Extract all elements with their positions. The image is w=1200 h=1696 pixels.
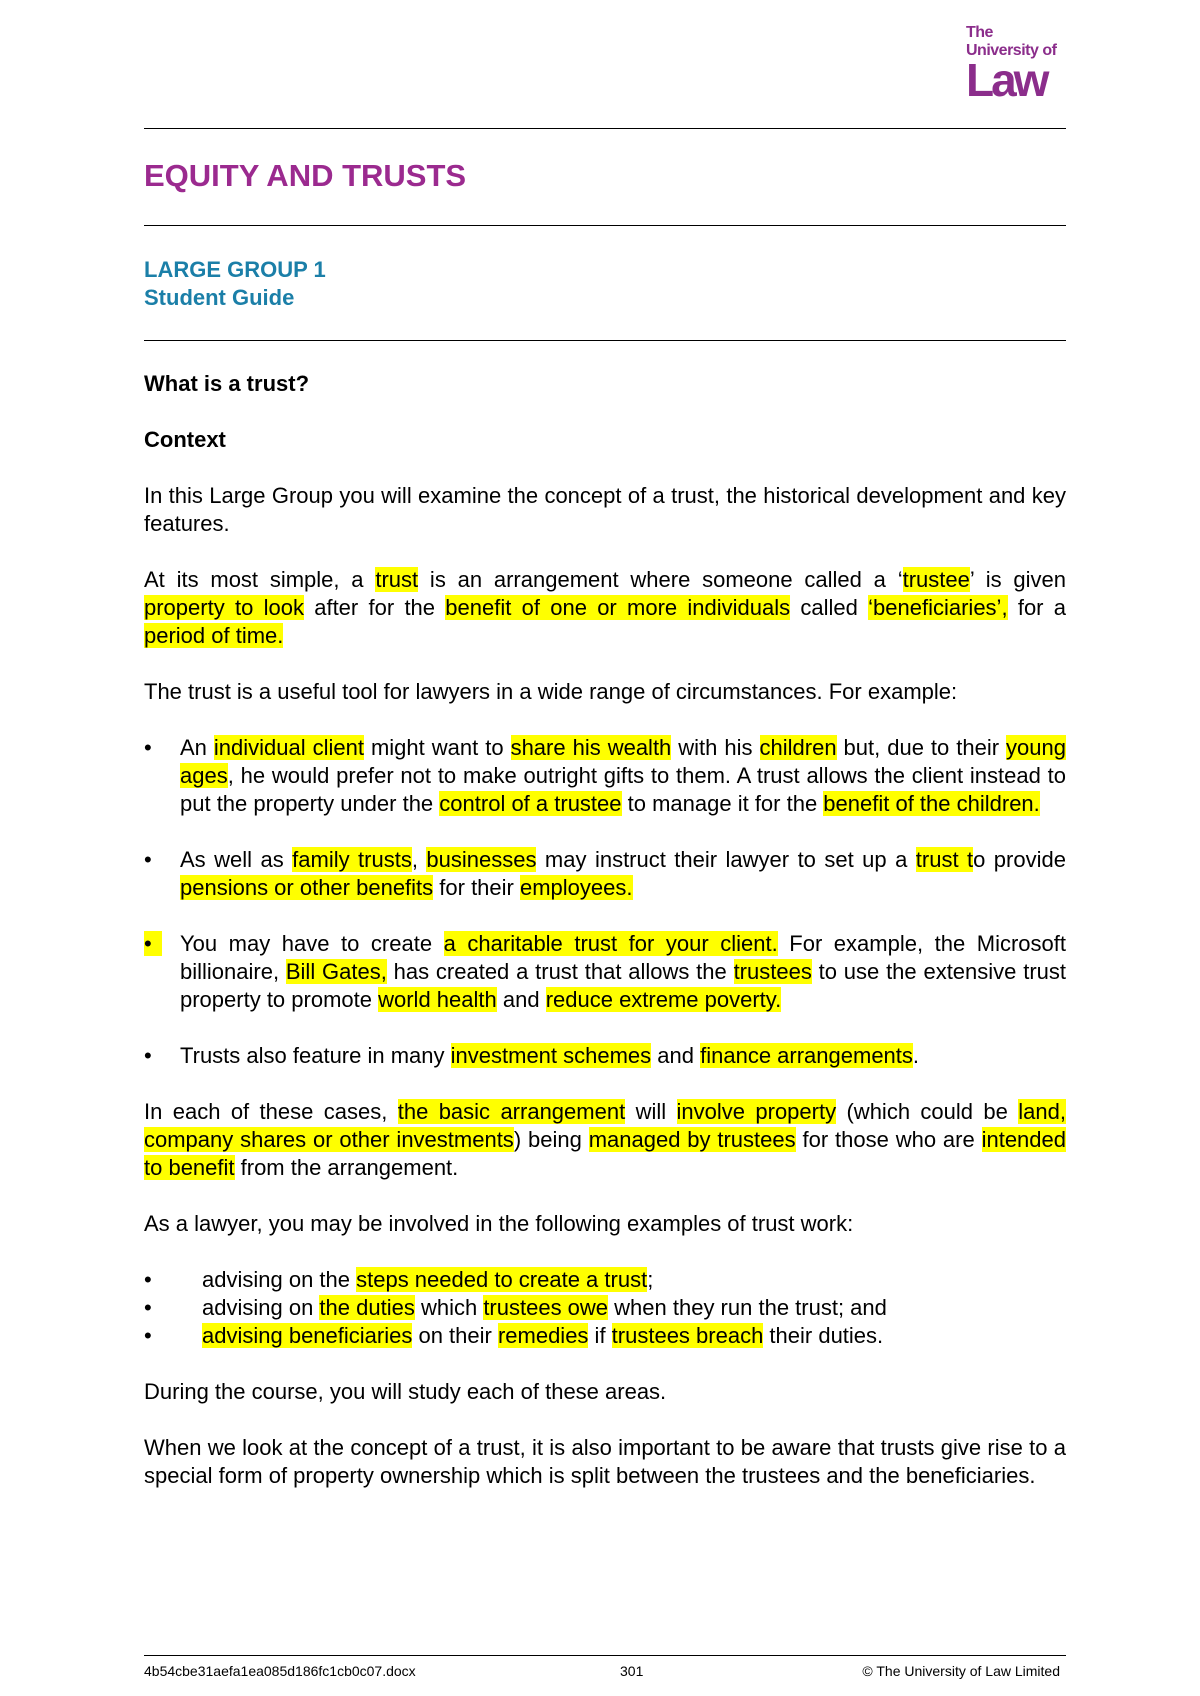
text-run: from the arrangement. — [234, 1155, 459, 1180]
text-run: and — [496, 987, 546, 1012]
footer-page-number: 301 — [620, 1663, 644, 1679]
text-run: their duties. — [763, 1323, 884, 1348]
text-run: which — [414, 1295, 484, 1320]
text-run: ; — [647, 1267, 654, 1292]
text-run: for their — [433, 875, 520, 900]
list-item — [144, 1266, 1066, 1294]
university-of-law-logo — [966, 24, 1066, 106]
highlight: period of time. — [144, 623, 284, 648]
highlight: land, company shares or other investments — [144, 1099, 1066, 1152]
list-item — [144, 1042, 1066, 1070]
text-run: called — [790, 595, 869, 620]
footer-copyright: © The University of Law Limited — [862, 1663, 1060, 1679]
highlight: benefit of one or more individuals — [445, 595, 791, 620]
list-item — [144, 846, 1066, 902]
highlight: property to look — [144, 595, 304, 620]
text-run: In each of these cases, — [144, 1099, 398, 1124]
highlight: steps needed to create a trust — [356, 1267, 648, 1292]
list-item — [144, 1322, 1066, 1350]
text-run: You may have to create — [180, 931, 444, 956]
text-run: with his — [671, 735, 760, 760]
list-item — [144, 734, 1066, 818]
logo-line-the: The — [966, 24, 993, 41]
highlight: share his wealth — [510, 735, 672, 760]
text-run: (which could be — [836, 1099, 1019, 1124]
highlight: intended to benefit — [144, 1127, 1066, 1180]
highlight: • — [144, 931, 162, 956]
paragraph-each-case — [144, 1098, 1066, 1182]
footer-filename: 4b54cbe31aefa1ea085d186fc1cb0c07.docx — [144, 1663, 416, 1679]
highlight: ‘beneficiaries’, — [868, 595, 1008, 620]
paragraph-useful-tool: The trust is a useful tool for lawyers in a wide range of circumstances. For example: — [144, 679, 958, 704]
text-run: For example, the Microsoft billionaire, — [180, 931, 1066, 984]
header-rule-bottom — [144, 340, 1066, 341]
text-run: , — [411, 847, 427, 872]
text-run: advising on — [202, 1295, 320, 1320]
highlight: a charitable trust for your client. — [443, 931, 778, 956]
highlight: trustees owe — [483, 1295, 609, 1320]
text-run: for those who are — [795, 1127, 982, 1152]
examples-list — [144, 734, 1066, 1070]
highlight: Bill Gates, — [285, 959, 387, 984]
text-run: on their — [412, 1323, 498, 1348]
highlight: individual client — [213, 735, 364, 760]
document-title: EQUITY AND TRUSTS — [144, 158, 467, 193]
text-run: . — [912, 1043, 920, 1068]
highlight: benefit of the children. — [823, 791, 1040, 816]
large-group-label: LARGE GROUP 1 — [144, 257, 326, 282]
text-run: for a — [1007, 595, 1066, 620]
list-item — [144, 930, 1066, 1014]
highlight: trustees — [733, 959, 812, 984]
bullet-icon: • — [144, 847, 152, 872]
text-run: As well as — [180, 847, 293, 872]
highlight: children — [759, 735, 837, 760]
text-run: An — [180, 735, 214, 760]
text-run: may instruct their lawyer to set up a — [536, 847, 916, 872]
highlight: trust — [375, 567, 419, 592]
highlight: employees. — [519, 875, 633, 900]
highlight: advising beneficiaries — [202, 1323, 413, 1348]
paragraph-lawyer-work: As a lawyer, you may be involved in the following examples of trust work: — [144, 1211, 854, 1236]
paragraph-study-areas: During the course, you will study each of these areas. — [144, 1379, 667, 1404]
section-subheading: Context — [144, 427, 226, 452]
section-heading: What is a trust? — [144, 371, 310, 396]
text-run: advising on the — [202, 1267, 357, 1292]
bullet-icon: • — [144, 1043, 152, 1068]
text-run: is an arrangement where someone called a ‘ — [418, 567, 903, 592]
highlight: finance arrangements — [700, 1043, 913, 1068]
highlight: trustees breach — [611, 1323, 764, 1348]
paragraph-intro: In this Large Group you will examine the concept of a trust, the historical development and key features. — [144, 483, 1066, 536]
trust-work-list — [144, 1266, 1066, 1350]
paragraph-ownership: When we look at the concept of a trust, it is also important to be aware that trusts give rise to a special form of property ownership which is split between the trustees and the beneficiaries. — [144, 1435, 1066, 1488]
text-run: after for the — [303, 595, 446, 620]
text-run: and — [651, 1043, 701, 1068]
highlight: businesses — [426, 847, 537, 872]
highlight: reduce extreme poverty. — [545, 987, 782, 1012]
text-run: to manage it for the — [621, 791, 824, 816]
text-run: to use the extensive trust property to promote — [180, 959, 1066, 1012]
student-guide-label: Student Guide — [144, 285, 295, 310]
text-run: might want to — [363, 735, 511, 760]
highlight: family trusts — [292, 847, 412, 872]
text-run: but, due to their — [836, 735, 1007, 760]
bullet-icon — [144, 930, 164, 958]
logo-line-university: University of — [966, 42, 1057, 59]
group-heading — [144, 256, 326, 312]
bullet-icon: • — [144, 1323, 152, 1348]
highlight: managed by trustees — [588, 1127, 796, 1152]
text-run: , he would prefer not to make outright gifts to them. A trust allows the client instead to put the property under the — [180, 763, 1066, 816]
highlight: world health — [378, 987, 497, 1012]
highlight: young ages — [180, 735, 1066, 788]
text-run: o provide — [973, 847, 1066, 872]
bullet-icon: • — [144, 1295, 152, 1320]
highlight: remedies — [497, 1323, 589, 1348]
list-item — [144, 1294, 1066, 1322]
highlight: trust t — [915, 847, 974, 872]
text-run: will — [625, 1099, 677, 1124]
highlight: pensions or other benefits — [180, 875, 434, 900]
text-run: ) being — [513, 1127, 589, 1152]
highlight: control of a trustee — [439, 791, 622, 816]
highlight: investment schemes — [450, 1043, 652, 1068]
text-run: has created a trust that allows the — [386, 959, 734, 984]
paragraph-definition — [144, 566, 1066, 650]
header-rule-middle — [144, 225, 1066, 226]
highlight: involve property — [676, 1099, 837, 1124]
text-run: Trusts also feature in many — [180, 1043, 451, 1068]
highlight: the duties — [319, 1295, 415, 1320]
text-run: when they run the trust; and — [608, 1295, 887, 1320]
text-run: ’ is given — [969, 567, 1066, 592]
bullet-icon: • — [144, 735, 152, 760]
footer-rule — [144, 1655, 1066, 1656]
logo-line-law: Law — [966, 54, 1047, 106]
text-run: At its most simple, a — [144, 567, 376, 592]
header-rule-top — [144, 128, 1066, 129]
highlight: the basic arrangement — [397, 1099, 626, 1124]
bullet-icon: • — [144, 1267, 152, 1292]
document-body — [144, 370, 1066, 1518]
text-run: if — [588, 1323, 612, 1348]
highlight: trustee — [902, 567, 970, 592]
